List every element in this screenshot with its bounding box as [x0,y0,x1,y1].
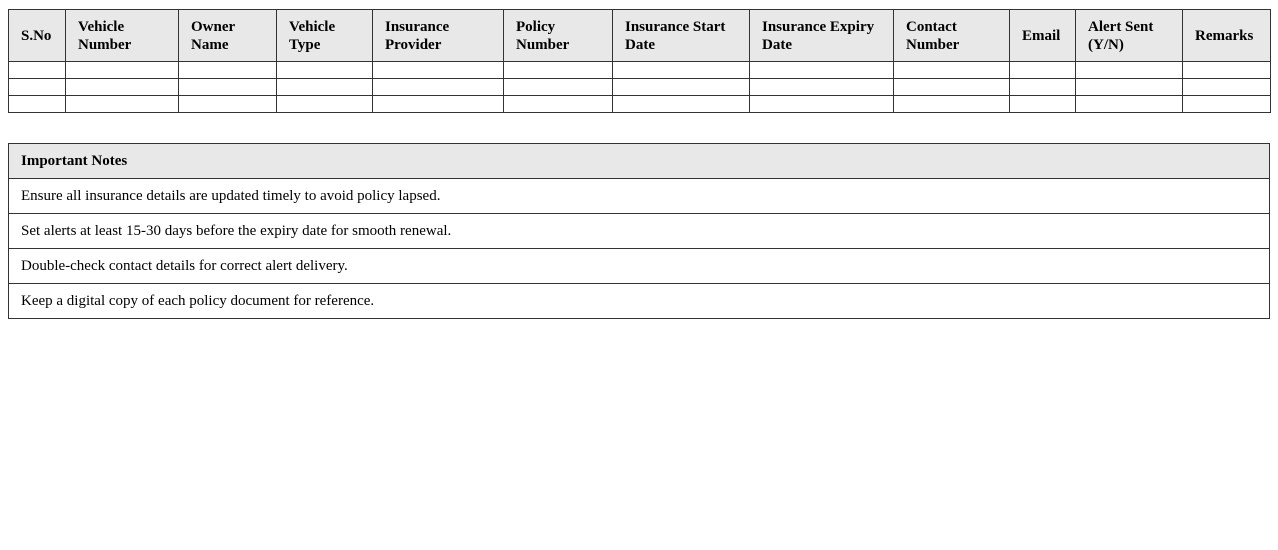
table-cell[interactable] [9,79,66,96]
column-header: Owner Name [179,10,277,62]
table-cell[interactable] [373,62,504,79]
table-cell[interactable] [504,96,613,113]
table-cell[interactable] [1183,96,1271,113]
table-cell[interactable] [613,62,750,79]
table-cell[interactable] [179,62,277,79]
table-cell[interactable] [504,62,613,79]
note-item: Ensure all insurance details are updated timely to avoid policy lapsed. [9,179,1270,214]
column-header: S.No [9,10,66,62]
column-header: Remarks [1183,10,1271,62]
note-item: Set alerts at least 15-30 days before the expiry date for smooth renewal. [9,214,1270,249]
table-cell[interactable] [750,62,894,79]
notes-table [8,143,1270,319]
table-cell[interactable] [750,96,894,113]
column-header: Vehicle Number [66,10,179,62]
table-cell[interactable] [277,62,373,79]
table-cell[interactable] [894,62,1010,79]
table-row [9,79,1271,96]
table-cell[interactable] [1183,79,1271,96]
table-cell[interactable] [1010,79,1076,96]
table-cell[interactable] [9,62,66,79]
column-header: Policy Number [504,10,613,62]
note-item: Double-check contact details for correct alert delivery. [9,249,1270,284]
table-row [9,62,1271,79]
table-cell[interactable] [894,79,1010,96]
table-row [9,96,1271,113]
table-cell[interactable] [1010,62,1076,79]
table-cell[interactable] [9,96,66,113]
table-cell[interactable] [1076,79,1183,96]
table-cell[interactable] [179,96,277,113]
column-header: Insurance Start Date [613,10,750,62]
table-cell[interactable] [277,96,373,113]
insurance-table [8,9,1271,113]
table-cell[interactable] [1010,96,1076,113]
table-cell[interactable] [373,79,504,96]
column-header: Insurance Expiry Date [750,10,894,62]
table-cell[interactable] [750,79,894,96]
table-cell[interactable] [373,96,504,113]
table-cell[interactable] [1183,62,1271,79]
column-header: Alert Sent (Y/N) [1076,10,1183,62]
column-header: Email [1010,10,1076,62]
table-cell[interactable] [66,96,179,113]
table-cell[interactable] [179,79,277,96]
table-cell[interactable] [1076,62,1183,79]
column-header: Contact Number [894,10,1010,62]
table-cell[interactable] [1076,96,1183,113]
column-header: Insurance Provider [373,10,504,62]
note-item: Keep a digital copy of each policy document for reference. [9,284,1270,319]
table-cell[interactable] [613,96,750,113]
table-cell[interactable] [277,79,373,96]
header-row [9,10,1271,62]
table-cell[interactable] [66,79,179,96]
table-cell[interactable] [504,79,613,96]
table-cell[interactable] [613,79,750,96]
column-header: Vehicle Type [277,10,373,62]
notes-title: Important Notes [9,144,1270,179]
table-cell[interactable] [66,62,179,79]
table-cell[interactable] [894,96,1010,113]
